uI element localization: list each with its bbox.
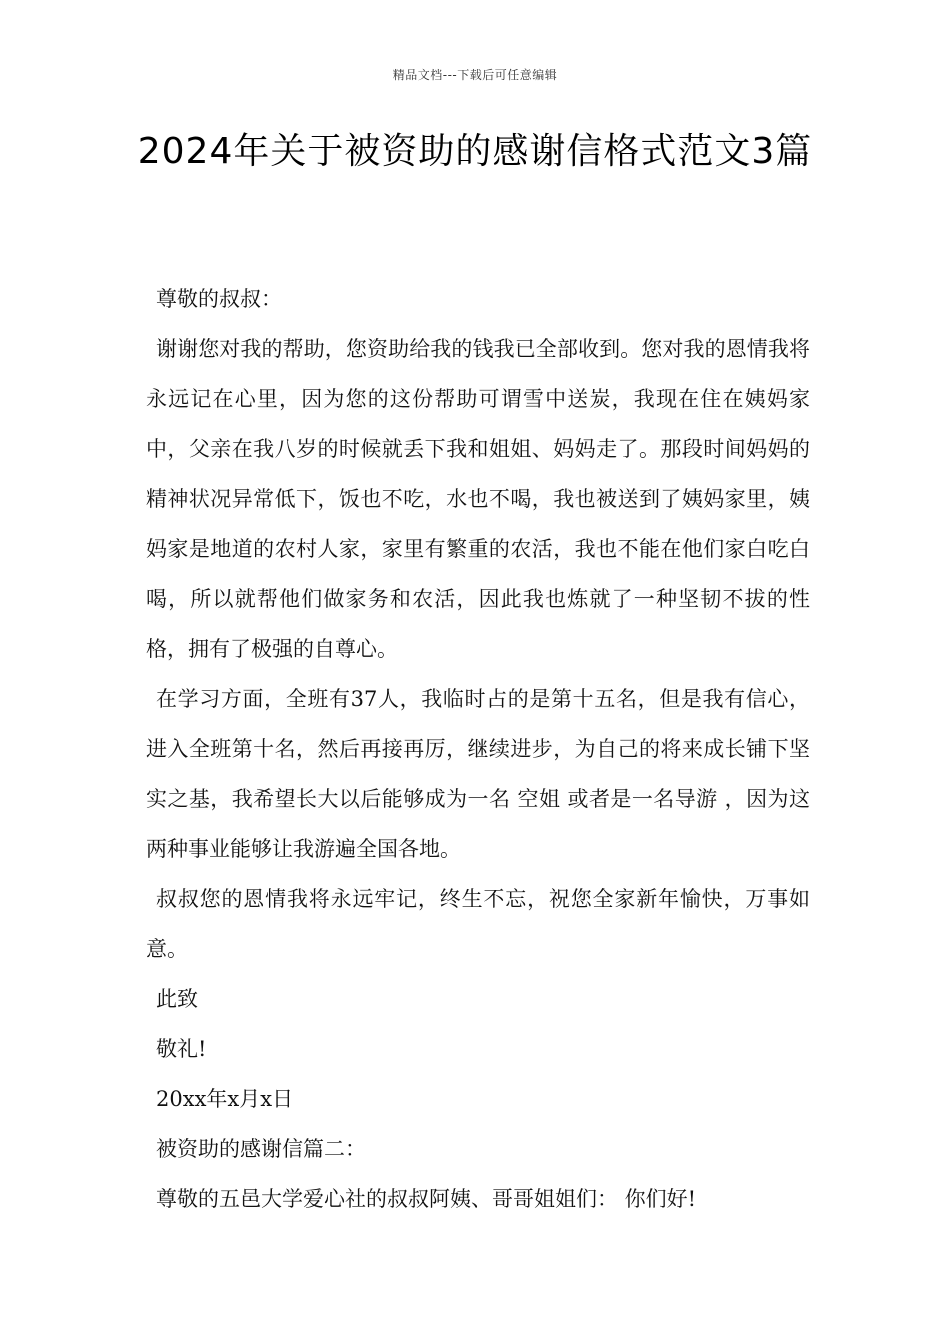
body-paragraph-1: 谢谢您对我的帮助，您资助给我的钱我已全部收到。您对我的恩情我将永远记在心里，因为您的这份帮助可谓雪中送炭，我现在住在姨妈家中，父亲在我八岁的时候就丢下我和姐姐、妈妈走了。那段时间妈妈的精神状况异常低下，饭也不吃，水也不喝，我也被送到了姨妈家里，姨妈家是地道的农村人家，家里有繁重的农活，我也不能在他们家白吃白喝，所以就帮他们做家务和农活，因此我也炼就了一种坚韧不拔的性格，拥有了极强的自尊心。: [146, 337, 810, 661]
salutation: 尊敬的叔叔：: [156, 287, 282, 311]
closing-line-1: 此致: [156, 987, 198, 1011]
date-line: 20xx年x月x日: [156, 1087, 294, 1111]
second-letter-salutation: 尊敬的五邑大学爱心社的叔叔阿姨、哥哥姐姐们： 你们好!: [156, 1187, 697, 1211]
section-heading: 被资助的感谢信篇二：: [156, 1137, 366, 1161]
body-paragraph-3: 叔叔您的恩情我将永远牢记，终生不忘，祝您全家新年愉快，万事如意。: [146, 887, 810, 961]
document-title: 2024年关于被资助的感谢信格式范文3篇: [137, 131, 813, 172]
closing-line-2: 敬礼!: [156, 1037, 207, 1061]
body-paragraph-2: 在学习方面，全班有37人，我临时占的是第十五名，但是我有信心，进入全班第十名，然后再接再厉，继续进步，为自己的将来成长铺下坚实之基，我希望长大以后能够成为一名 空姐 或者是一名导游 ，因为这两种事业能够让我游遍全国各地。: [146, 687, 810, 861]
header-note: 精品文档---下载后可任意编辑: [392, 68, 558, 82]
document-body: [146, 274, 810, 1224]
